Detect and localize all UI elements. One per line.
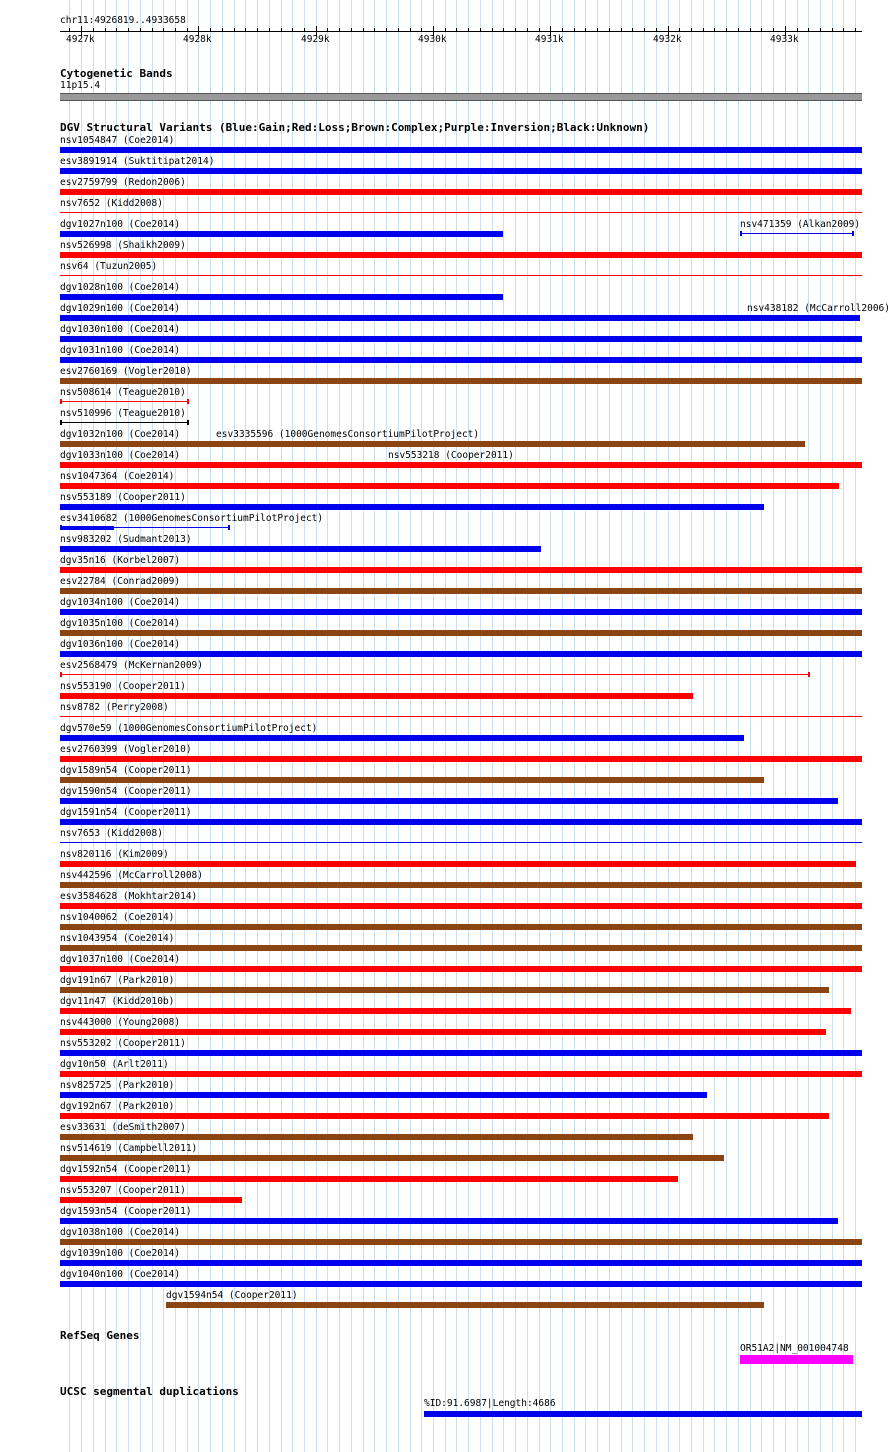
variant-end-cap (228, 525, 230, 530)
refseq-track-title: RefSeq Genes (60, 1329, 140, 1342)
variant-label: dgv1590n54 (Cooper2011) (60, 786, 192, 797)
variant-bar[interactable] (60, 357, 862, 363)
variant-bar[interactable] (60, 945, 862, 951)
variant-end-cap (808, 672, 810, 677)
variant-bar[interactable] (60, 842, 862, 843)
variant-bar[interactable] (60, 1239, 862, 1245)
variant-label: nsv1047364 (Coe2014) (60, 471, 175, 482)
variant-label: nsv820116 (Kim2009) (60, 849, 169, 860)
variant-bar[interactable] (60, 674, 809, 675)
variant-bar[interactable] (60, 275, 862, 276)
variant-bar[interactable] (60, 504, 764, 510)
variant-label: dgv1593n54 (Cooper2011) (60, 1206, 192, 1217)
variant-thick-segment[interactable] (60, 526, 114, 530)
cytoband-title: Cytogenetic Bands (60, 67, 173, 80)
variant-label: dgv1591n54 (Cooper2011) (60, 807, 192, 818)
variant-label: dgv1032n100 (Coe2014) (60, 429, 181, 440)
variant-bar[interactable] (60, 441, 805, 447)
segdup-bar[interactable] (424, 1411, 862, 1417)
ruler-tick-label: 4933k (770, 34, 799, 45)
variant-bar[interactable] (60, 1197, 242, 1203)
variant-label: esv3410682 (1000GenomesConsortiumPilotProject) (60, 513, 324, 524)
ruler-tick-label: 4932k (653, 34, 682, 45)
variant-bar[interactable] (60, 315, 860, 321)
variant-bar[interactable] (60, 966, 862, 972)
segdup-label: %ID:91.6987|Length:4686 (424, 1398, 556, 1409)
segdup-track-title: UCSC segmental duplications (60, 1385, 239, 1398)
variant-bar[interactable] (60, 756, 862, 762)
variant-label: nsv553189 (Cooper2011) (60, 492, 186, 503)
dgv-track-title: DGV Structural Variants (Blue:Gain;Red:Loss;Brown:Complex;Purple:Inversion;Black:Unknown) (60, 121, 650, 134)
variant-label: dgv1027n100 (Coe2014) (60, 219, 181, 230)
gene-label: OR51A2|NM_001004748 (740, 1343, 849, 1354)
variant-end-cap (60, 672, 62, 677)
variant-label: dgv1028n100 (Coe2014) (60, 282, 181, 293)
variant-label: nsv514619 (Campbell2011) (60, 1143, 198, 1154)
variant-label: nsv825725 (Park2010) (60, 1080, 175, 1091)
variant-bar[interactable] (60, 1260, 862, 1266)
variant-bar[interactable] (60, 735, 744, 741)
variant-label: dgv35n16 (Korbel2007) (60, 555, 181, 566)
variant-label: dgv1589n54 (Cooper2011) (60, 765, 192, 776)
variant-label: dgv1035n100 (Coe2014) (60, 618, 181, 629)
variant-label: nsv8782 (Perry2008) (60, 702, 169, 713)
variant-bar[interactable] (60, 1134, 693, 1140)
variant-end-cap (740, 231, 742, 236)
variant-label: nsv471359 (Alkan2009) (740, 219, 861, 230)
variant-label: nsv1043954 (Coe2014) (60, 933, 175, 944)
variant-bar[interactable] (60, 1092, 707, 1098)
variant-label: dgv11n47 (Kidd2010b) (60, 996, 175, 1007)
variant-label: esv2760399 (Vogler2010) (60, 744, 192, 755)
variant-bar[interactable] (60, 401, 188, 402)
variant-bar[interactable] (60, 861, 856, 867)
variant-bar[interactable] (60, 924, 862, 930)
variant-end-cap (60, 399, 62, 404)
variant-bar[interactable] (60, 716, 862, 717)
variant-end-cap (187, 399, 189, 404)
cytoband-label: 11p15.4 (60, 80, 101, 91)
variant-label: esv2760169 (Vogler2010) (60, 366, 192, 377)
ruler-tick-label: 4927k (66, 34, 95, 45)
variant-label: dgv1036n100 (Coe2014) (60, 639, 181, 650)
variant-bar[interactable] (60, 462, 862, 468)
variant-label: dgv1034n100 (Coe2014) (60, 597, 181, 608)
ruler-tick-label: 4929k (301, 34, 330, 45)
variant-label: esv3584628 (Mokhtar2014) (60, 891, 198, 902)
variant-end-cap (60, 420, 62, 425)
variant-bar[interactable] (60, 1113, 829, 1119)
variant-bar[interactable] (60, 609, 862, 615)
variant-label: esv2568479 (McKernan2009) (60, 660, 203, 671)
variant-bar[interactable] (60, 1218, 838, 1224)
variant-bar[interactable] (60, 987, 829, 993)
variant-label: dgv192n67 (Park2010) (60, 1101, 175, 1112)
variant-bar[interactable] (60, 483, 839, 489)
variant-label: nsv526998 (Shaikh2009) (60, 240, 186, 251)
variant-bar[interactable] (60, 168, 862, 174)
variant-bar[interactable] (60, 336, 862, 342)
variant-bar[interactable] (60, 1029, 826, 1035)
variant-label: nsv983202 (Sudmant2013) (60, 534, 192, 545)
variant-label: dgv1029n100 (Coe2014) (60, 303, 181, 314)
variant-label: dgv1030n100 (Coe2014) (60, 324, 181, 335)
ruler-tick-label: 4931k (535, 34, 564, 45)
variant-label: dgv1040n100 (Coe2014) (60, 1269, 181, 1280)
variant-label: nsv1054847 (Coe2014) (60, 135, 175, 146)
variant-end-cap (187, 420, 189, 425)
variant-label: nsv508614 (Teague2010) (60, 387, 186, 398)
variant-label: nsv443000 (Young2008) (60, 1017, 181, 1028)
ruler-tick-label: 4930k (418, 34, 447, 45)
variant-label: esv2759799 (Redon2006) (60, 177, 186, 188)
variant-label: nsv553207 (Cooper2011) (60, 1185, 186, 1196)
variant-label: nsv438182 (McCarroll2006) (747, 303, 890, 314)
variant-label: dgv1592n54 (Cooper2011) (60, 1164, 192, 1175)
variant-end-cap (852, 231, 854, 236)
variant-bar[interactable] (60, 422, 188, 423)
variant-label: nsv553190 (Cooper2011) (60, 681, 186, 692)
variant-label: nsv510996 (Teague2010) (60, 408, 186, 419)
variant-bar[interactable] (60, 903, 862, 909)
variant-label: nsv64 (Tuzun2005) (60, 261, 158, 272)
variant-label: dgv1594n54 (Cooper2011) (166, 1290, 298, 1301)
variant-bar[interactable] (60, 231, 503, 237)
variant-label: nsv7653 (Kidd2008) (60, 828, 163, 839)
variant-label: dgv191n67 (Park2010) (60, 975, 175, 986)
variant-bar[interactable] (60, 1281, 862, 1287)
variant-label: dgv570e59 (1000GenomesConsortiumPilotProject) (60, 723, 318, 734)
variant-label: dgv10n50 (Arlt2011) (60, 1059, 169, 1070)
variant-label: esv33631 (deSmith2007) (60, 1122, 186, 1133)
variant-bar[interactable] (60, 1176, 678, 1182)
variant-label: dgv1038n100 (Coe2014) (60, 1227, 181, 1238)
variant-bar[interactable] (740, 233, 853, 234)
variant-bar[interactable] (60, 819, 862, 825)
variant-bar[interactable] (60, 1155, 724, 1161)
variant-label: nsv442596 (McCarroll2008) (60, 870, 203, 881)
variant-label: dgv1031n100 (Coe2014) (60, 345, 181, 356)
variant-bar[interactable] (60, 294, 503, 300)
variant-bar[interactable] (60, 1008, 851, 1014)
variant-bar[interactable] (60, 588, 862, 594)
variant-label: dgv1039n100 (Coe2014) (60, 1248, 181, 1259)
variant-bar[interactable] (60, 1050, 862, 1056)
variant-bar[interactable] (60, 1071, 862, 1077)
variant-bar[interactable] (60, 378, 862, 384)
variant-label: dgv1033n100 (Coe2014) (60, 450, 181, 461)
variant-bar[interactable] (60, 777, 764, 783)
variant-label: nsv553202 (Cooper2011) (60, 1038, 186, 1049)
variant-bar[interactable] (60, 798, 838, 804)
variant-label: esv3891914 (Suktitipat2014) (60, 156, 215, 167)
variant-bar[interactable] (60, 651, 862, 657)
variant-label: nsv7652 (Kidd2008) (60, 198, 163, 209)
gene-bar[interactable] (740, 1355, 853, 1364)
variant-bar[interactable] (60, 252, 862, 258)
ruler-position-label: chr11:4926819..4933658 (60, 15, 186, 26)
variant-label: esv3335596 (1000GenomesConsortiumPilotProject) (216, 429, 480, 440)
variant-bar[interactable] (60, 546, 541, 552)
variant-bar[interactable] (60, 882, 862, 888)
variant-label: nsv553218 (Cooper2011) (388, 450, 514, 461)
variant-label: nsv1040062 (Coe2014) (60, 912, 175, 923)
variant-bar[interactable] (60, 567, 862, 573)
variant-bar[interactable] (60, 189, 862, 195)
variant-bar[interactable] (60, 212, 862, 213)
variant-bar[interactable] (60, 147, 862, 153)
ruler-tick-label: 4928k (183, 34, 212, 45)
variant-label: dgv1037n100 (Coe2014) (60, 954, 181, 965)
variant-bar[interactable] (60, 693, 693, 699)
variant-bar[interactable] (166, 1302, 764, 1308)
variant-label: esv22784 (Conrad2009) (60, 576, 181, 587)
variant-bar[interactable] (60, 630, 862, 636)
